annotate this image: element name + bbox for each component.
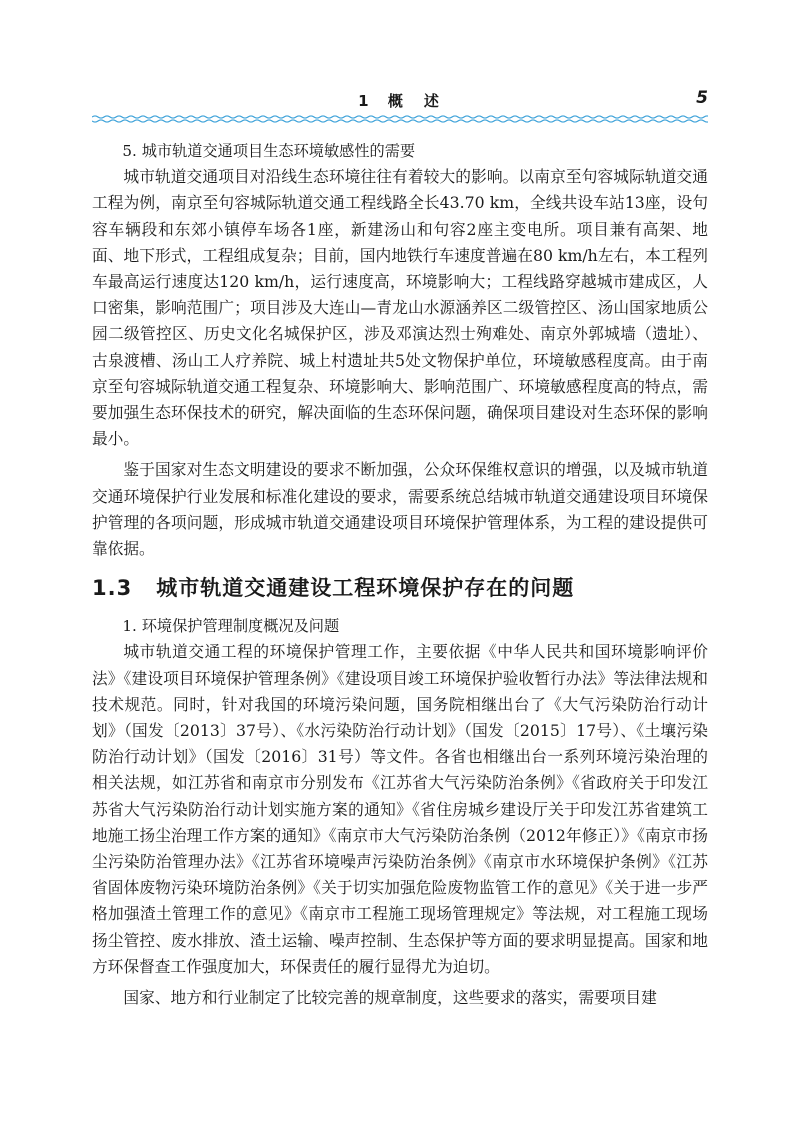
body-paragraph: 国家、地方和行业制定了比较完善的规章制度，这些要求的落实，需要项目建 [123,988,657,1008]
body-paragraph: 城市轨道交通项目对沿线生态环境往往有着较大的影响。以南京至句容城际轨道交通工程为例，南京至句容城际轨道交通工程线路全长43.70 km，全线共设车站13座，设句容车辆段和东郊小镇停车场各1座，新建汤山和句容2座主变电所。项目兼有高架、地面、地下形式，工程组成复杂；目前，国内地铁行车速度普遍在80 km/h左右，本工程列车最高运行速度达120 km/h，运行速度高，环境影响大；工程线路穿越城市建成区，人口密集，影响范围广；项目涉及大连山—青龙山水源涵养区二级管控区、汤山国家地质公园二级管控区、历史文化名城保护区，涉及邓演达烈士殉难处、南京外郭城墙（遗址）、古泉渡槽、汤山工人疗养院、城上村遗址共5处文物保护单位，环境敏感程度高。由于南京至句容城际轨道交通工程复杂、环境影响大、影响范围广、环境敏感程度高的特点，需要加强生态环保技术的研究，解决面临的生态环保问题，确保项目建设对生态环保的影响最小。 [92,167,708,449]
running-header [92,88,708,110]
header-wave-rule [92,114,708,124]
subsection-heading-5: 5. 城市轨道交通项目生态环境敏感性的需要 [122,142,416,160]
page-number: 5 [696,88,708,108]
section-number: 1.3 [92,576,133,601]
page-body [92,138,708,1011]
chapter-title: 1 概 述 [358,92,442,110]
subsection-heading-1: 1. 环境保护管理制度概况及问题 [122,617,340,636]
body-paragraph: 鉴于国家对生态文明建设的要求不断加强，公众环保维权意识的增强，以及城市轨道交通环境保护行业发展和标准化建设的要求，需要系统总结城市轨道交通建设项目环境保护管理的各项问题，形成城市轨道交通建设项目环境保护管理体系，为工程的建设提供可靠依据。 [92,460,708,559]
body-paragraph: 城市轨道交通工程的环境保护管理工作，主要依据《中华人民共和国环境影响评价法》《建设项目环境保护管理条例》《建设项目竣工环境保护验收暂行办法》等法律法规和技术规范。同时，针对我国的环境污染问题，国务院相继出台了《大气污染防治行动计划》（国发〔2013〕37号）、《水污染防治行动计划》（国发〔2015〕17号）、《土壤污染防治行动计划》（国发〔2016〕31号）等文件。各省也相继出台一系列环境污染治理的相关法规，如江苏省和南京市分别发布《江苏省大气污染防治条例》《省政府关于印发江苏省大气污染防治行动计划实施方案的通知》《省住房城乡建设厅关于印发江苏省建筑工地施工扬尘治理工作方案的通知》《南京市大气污染防治条例（2012年修正）》《南京市扬尘污染防治管理办法》《江苏省环境噪声污染防治条例》《南京市水环境保护条例》《江苏省固体废物污染环境防治条例》《关于切实加强危险废物监管工作的意见》《关于进一步严格加强渣土管理工作的意见》《南京市工程施工现场管理规定》等法规，对工程施工现场扬尘管控、废水排放、渣土运输、噪声控制、生态保护等方面的要求明显提高。国家和地方环保督查工作强度加大，环保责任的履行显得尤为迫切。 [92,642,708,976]
section-heading [92,573,708,603]
section-title: 城市轨道交通建设工程环境保护存在的问题 [156,576,575,601]
